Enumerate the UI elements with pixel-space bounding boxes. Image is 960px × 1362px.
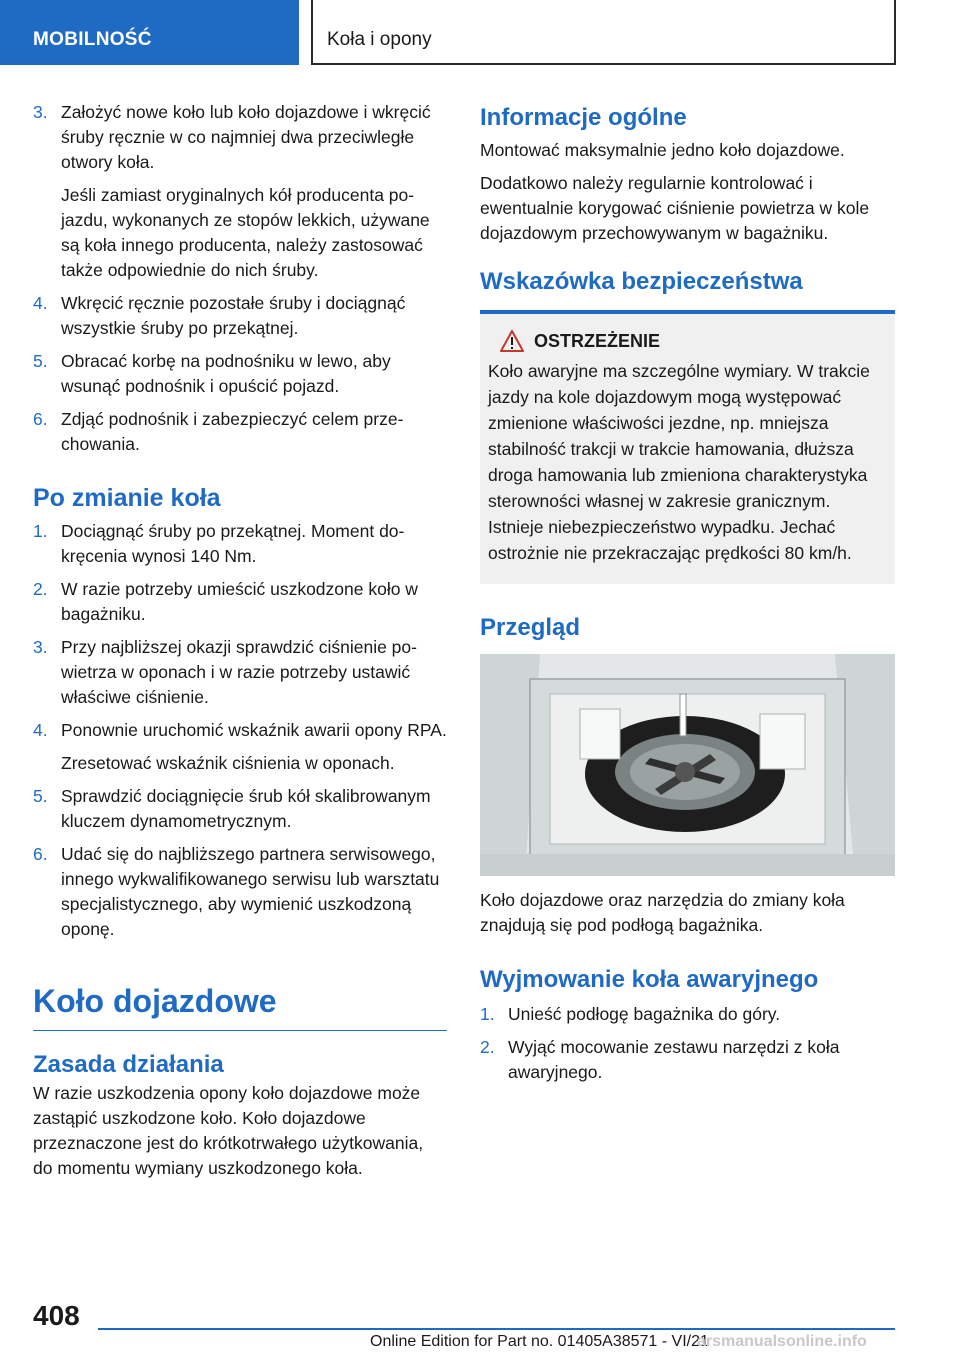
list-item — [33, 635, 447, 710]
warning-text: Koło awaryjne ma szczególne wymiary. W trakcie jazdy na kole dojazdowym mogą występować zmienione właściwości jezdne, np. mniejsza stabilność trakcji w trakcie hamowania, dłuższa droga hamowania lub zmieniona charakterystyka sterowności własnej w zakresie granicznym. Istnieje niebezpieczeństwo wypadku. Jechać ostrożnie nie przekraczając prędkości 80 km/h. — [488, 361, 870, 563]
overview-heading: Przegląd — [480, 614, 581, 641]
general-heading: Informacje ogólne — [480, 104, 687, 131]
step-text: Sprawdzić dociągnięcie śrub kół skalibrowanym kluczem dynamometrycznym. — [61, 786, 431, 831]
list-item — [33, 291, 447, 341]
left-column — [33, 100, 447, 1181]
list-item — [33, 577, 447, 627]
step-text: Założyć nowe koło lub koło dojazdowe i wkręcić śruby ręcznie w co najmniej dwa przeciwległe otwory koła. — [61, 102, 431, 172]
step-number: 1. — [480, 1004, 495, 1024]
list-item — [33, 842, 447, 942]
general-paragraph-1: Montować maksymalnie jedno koło dojazdowe. — [480, 140, 845, 160]
step-text: Udać się do najbliższego partnera serwisowego, innego wykwalifikowanego serwisu lub warsztatu specjalistycznego, aby wymienić uszkodzoną oponę. — [61, 844, 440, 939]
removal-steps-list — [480, 1002, 895, 1085]
list-item — [33, 407, 447, 457]
warning-label: OSTRZEŻENIE — [534, 330, 661, 351]
footer-divider — [98, 1328, 895, 1330]
step-number: 6. — [33, 844, 48, 864]
list-item — [480, 1035, 895, 1085]
overview-caption: Koło dojazdowe oraz narzędzia do zmiany koła znajdują się pod podłogą bagażnika. — [480, 890, 845, 935]
list-item — [33, 100, 447, 283]
step-number: 4. — [33, 293, 48, 313]
warning-header — [488, 330, 887, 352]
after-change-heading: Po zmianie koła — [33, 484, 221, 512]
trunk-spare-wheel-image — [480, 654, 895, 876]
step-text: Obracać korbę na podnośniku w lewo, aby wsunąć podnośnik i opuścić pojazd. — [61, 351, 391, 396]
step-subtext: Zresetować wskaźnik ciśnienia w oponach. — [61, 753, 395, 773]
step-text: Przy najbliższej okazji sprawdzić ciśnienie powietrza w oponach i w razie potrzeby ustawić właściwe ciśnienie. — [61, 637, 417, 707]
warning-box — [480, 310, 895, 584]
list-item — [33, 519, 447, 569]
step-number: 1. — [33, 521, 48, 541]
step-number: 4. — [33, 720, 48, 740]
section-tab: MOBILNOŚĆ — [0, 0, 299, 65]
main-section-heading: Koło dojazdowe — [33, 982, 447, 1031]
step-text: Unieść podłogę bagażnika do góry. — [508, 1004, 781, 1024]
step-text: Wyjąć mocowanie zestawu narzędzi z koła awaryjnego. — [508, 1037, 840, 1082]
step-number: 3. — [33, 102, 48, 122]
step-number: 2. — [480, 1037, 495, 1057]
step-number: 3. — [33, 637, 48, 657]
step-number: 6. — [33, 409, 48, 429]
principle-heading: Zasada działania — [33, 1051, 224, 1078]
step-number: 2. — [33, 579, 48, 599]
chapter-title: Koła i opony — [311, 0, 896, 65]
step-text: Zdjąć podnośnik i zabezpieczyć celem przechowania. — [61, 409, 404, 454]
step-text: Wkręcić ręcznie pozostałe śruby i dociągnąć wszystkie śruby po przekątnej. — [61, 293, 406, 338]
page-number: 408 — [33, 1300, 80, 1331]
watermark: arsmanualsonline.info — [697, 1333, 867, 1350]
step-number: 5. — [33, 351, 48, 371]
step-text: W razie potrzeby umieścić uszkodzone koło w bagażniku. — [61, 579, 418, 624]
safety-heading: Wskazówka bezpieczeństwa — [480, 268, 803, 295]
step-text: Ponownie uruchomić wskaźnik awarii opony RPA. — [61, 720, 447, 740]
principle-paragraph: W razie uszkodzenia opony koło dojazdowe może zastąpić uszkodzone koło. Koło dojazdowe przeznaczone jest do krótkotrwałego użytkowania, do momentu wymiany uszkodzonego koła. — [33, 1083, 424, 1178]
right-column — [480, 100, 895, 1093]
list-item — [33, 349, 447, 399]
step-subtext: Jeśli zamiast oryginalnych kół producenta pojazdu, wykonanych ze stopów lekkich, używane są koła innego producenta, należy zastosować także odpowiednie do nich śruby. — [61, 185, 430, 280]
list-item — [33, 784, 447, 834]
list-item — [480, 1002, 895, 1027]
warning-triangle-icon — [500, 330, 524, 352]
steps-list-b — [33, 519, 447, 942]
list-item — [33, 718, 447, 776]
general-paragraph-2: Dodatkowo należy regularnie kontrolować i ewentualnie korygować ciśnienie powietrza w kole dojazdowym przechowywanym w bagażniku. — [480, 173, 870, 243]
removal-heading: Wyjmowanie koła awaryjnego — [480, 966, 819, 993]
step-text: Dociągnąć śruby po przekątnej. Moment dokręcenia wynosi 140 Nm. — [61, 521, 405, 566]
steps-list-a — [33, 100, 447, 457]
edition-text: Online Edition for Part no. 01405A38571 - VI/21 — [370, 1333, 709, 1350]
step-number: 5. — [33, 786, 48, 806]
